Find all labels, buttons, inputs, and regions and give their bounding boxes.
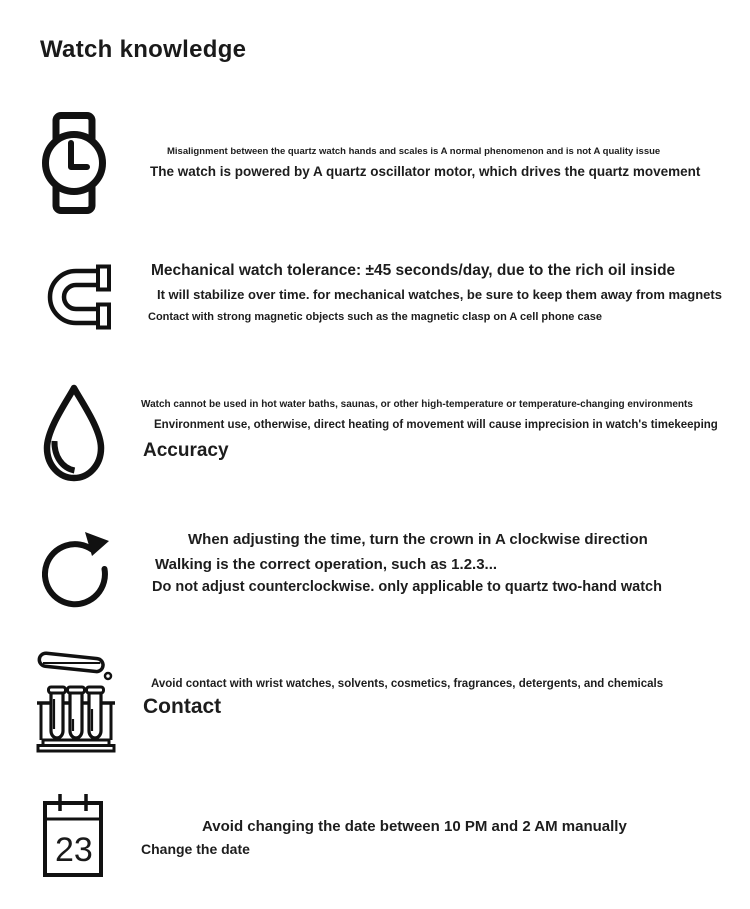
magnet-stabilize-note: It will stabilize over time. for mechanical watches, be sure to keep them away from magnets (157, 287, 722, 302)
crown-counterclockwise-note: Do not adjust counterclockwise. only applicable to quartz two-hand watch (152, 579, 662, 595)
magnet-icon (40, 260, 112, 334)
date-change-warning-note: Avoid changing the date between 10 PM and 2 AM manually (202, 818, 627, 835)
temperature-warning-note: Watch cannot be used in hot water baths, saunas, or other high-temperature or temperature-changing environments (141, 399, 693, 410)
crown-operation-note: Walking is the correct operation, such as 1.2.3... (155, 556, 498, 573)
accuracy-heading: Accuracy (143, 440, 229, 461)
change-date-heading: Change the date (141, 841, 250, 857)
calendar-icon (42, 790, 104, 878)
page-title: Watch knowledge (40, 36, 247, 63)
calendar-day-number: 23 (55, 831, 93, 869)
clockwise-arrow-icon (42, 527, 112, 615)
test-tubes-icon (34, 647, 118, 753)
quartz-misalignment-note: Misalignment between the quartz watch hands and scales is A normal phenomenon and is not A quality issue (167, 146, 661, 157)
temperature-environment-note: Environment use, otherwise, direct heating of movement will cause imprecision in watch's timekeeping (154, 419, 718, 431)
watch-icon (42, 112, 106, 214)
water-drop-icon (40, 384, 108, 484)
quartz-movement-text: The watch is powered by A quartz oscillator motor, which drives the quartz movement (150, 164, 701, 179)
crown-clockwise-note: When adjusting the time, turn the crown in A clockwise direction (188, 531, 648, 548)
contact-heading: Contact (143, 695, 222, 718)
magnet-contact-note: Contact with strong magnetic objects such as the magnetic clasp on A cell phone case (148, 311, 602, 323)
chemicals-warning-note: Avoid contact with wrist watches, solvents, cosmetics, fragrances, detergents, and chemicals (151, 678, 664, 690)
magnet-tolerance-heading: Mechanical watch tolerance: ±45 seconds/day, due to the rich oil inside (151, 262, 676, 279)
